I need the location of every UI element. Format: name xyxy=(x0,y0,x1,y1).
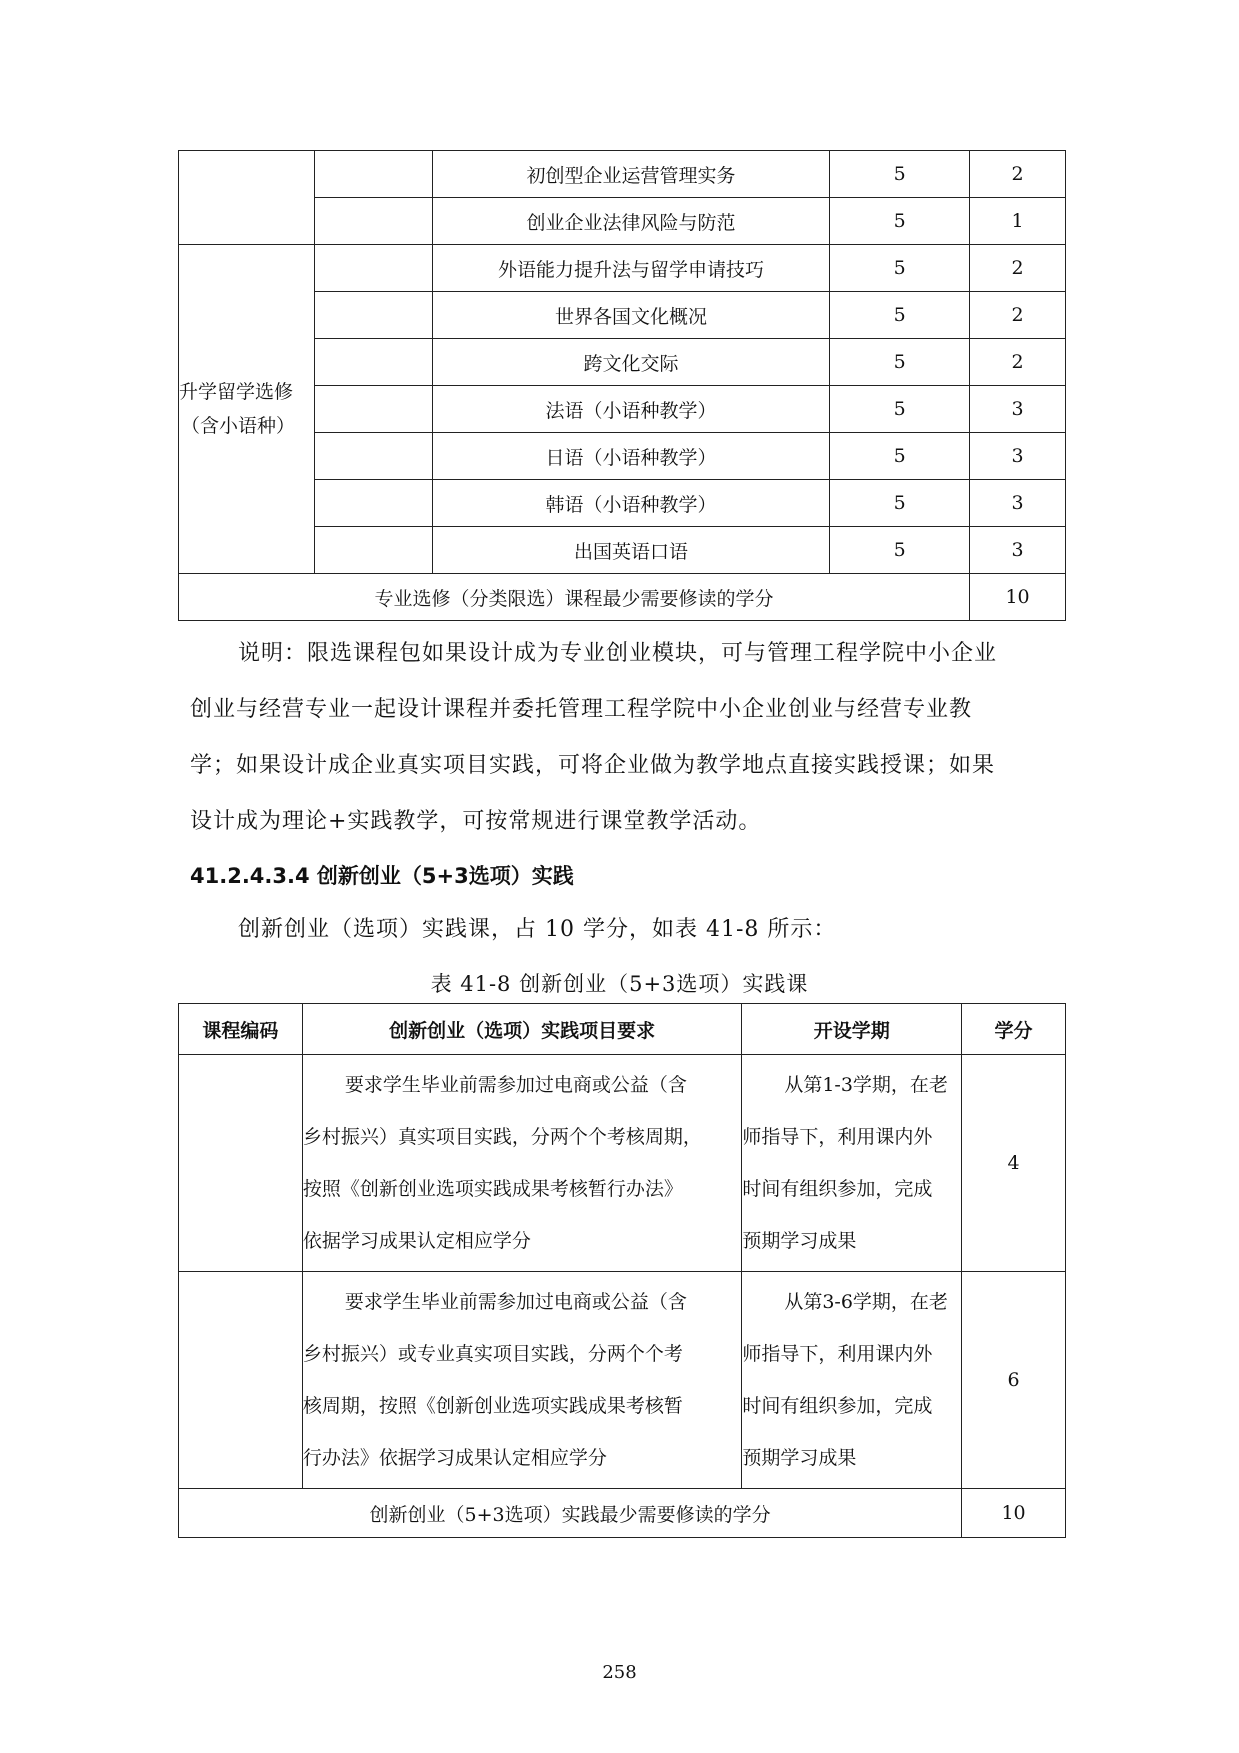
course-name-cell: 世界各国文化概况 xyxy=(432,292,830,339)
elective-course-table xyxy=(178,150,1066,621)
course-name-cell: 韩语（小语种教学） xyxy=(432,480,830,527)
credit-cell: 2 xyxy=(970,292,1066,339)
note-line: 学；如果设计成企业真实项目实践，可将企业做为教学地点直接实践授课；如果 xyxy=(190,753,996,778)
course-name-cell: 出国英语口语 xyxy=(432,527,830,574)
semester-cell: 5 xyxy=(830,527,970,574)
course-name-cell: 日语（小语种教学） xyxy=(432,433,830,480)
credit-cell: 4 xyxy=(962,1055,1066,1272)
course-name-cell: 跨文化交际 xyxy=(432,339,830,386)
header-semester: 开设学期 xyxy=(742,1004,962,1055)
total-row xyxy=(179,574,1066,621)
credit-cell: 2 xyxy=(970,339,1066,386)
course-name-cell: 外语能力提升法与留学申请技巧 xyxy=(432,245,830,292)
code-cell xyxy=(179,1055,303,1272)
table-row xyxy=(179,151,1066,198)
code-cell xyxy=(179,1272,303,1489)
semester-cell: 5 xyxy=(830,292,970,339)
code-cell xyxy=(314,480,432,527)
table-caption: 表 41-8 创新创业（5+3选项）实践课 xyxy=(430,972,809,996)
semester-cell: 5 xyxy=(830,151,970,198)
semester-cell: 5 xyxy=(830,245,970,292)
requirement-cell: 要求学生毕业前需参加过电商或公益（含 乡村振兴）真实项目实践，分两个个考核周期， 按照《创新创业选项实践成果考核暂行办法》 依据学习成果认定相应学分 xyxy=(302,1055,741,1272)
section-heading: 41.2.4.3.4 创新创业（5+3选项）实践 xyxy=(190,864,574,888)
semester-cell: 5 xyxy=(830,198,970,245)
credit-cell: 3 xyxy=(970,480,1066,527)
semester-cell: 从第3-6学期，在老 师指导下，利用课内外 时间有组织参加，完成 预期学习成果 xyxy=(742,1272,962,1489)
code-cell xyxy=(314,245,432,292)
practice-course-table xyxy=(178,1003,1066,1538)
credit-cell: 3 xyxy=(970,527,1066,574)
credit-cell: 2 xyxy=(970,245,1066,292)
note-line: 创业与经营专业一起设计课程并委托管理工程学院中小企业创业与经营专业教 xyxy=(190,697,973,722)
semester-cell: 5 xyxy=(830,480,970,527)
total-label: 专业选修（分类限选）课程最少需要修读的学分 xyxy=(179,574,970,621)
credit-cell: 6 xyxy=(962,1272,1066,1489)
credit-cell: 3 xyxy=(970,386,1066,433)
code-cell xyxy=(314,198,432,245)
code-cell xyxy=(314,292,432,339)
course-name-cell: 初创型企业运营管理实务 xyxy=(432,151,830,198)
semester-cell: 5 xyxy=(830,433,970,480)
table-row xyxy=(179,245,1066,292)
intro-text: 创新创业（选项）实践课，占 10 学分，如表 41-8 所示： xyxy=(238,917,837,942)
code-cell xyxy=(314,339,432,386)
credit-cell: 2 xyxy=(970,151,1066,198)
semester-cell: 从第1-3学期，在老 师指导下，利用课内外 时间有组织参加，完成 预期学习成果 xyxy=(742,1055,962,1272)
course-name-cell: 创业企业法律风险与防范 xyxy=(432,198,830,245)
code-cell xyxy=(314,386,432,433)
semester-cell: 5 xyxy=(830,339,970,386)
note-line: 设计成为理论+实践教学，可按常规进行课堂教学活动。 xyxy=(190,809,762,834)
table-row xyxy=(179,1272,1066,1489)
header-code: 课程编码 xyxy=(179,1004,303,1055)
code-cell xyxy=(314,527,432,574)
total-label: 创新创业（5+3选项）实践最少需要修读的学分 xyxy=(179,1489,962,1538)
table-row xyxy=(179,1055,1066,1272)
requirement-cell: 要求学生毕业前需参加过电商或公益（含 乡村振兴）或专业真实项目实践，分两个个考 核周期，按照《创新创业选项实践成果考核暂 行办法》依据学习成果认定相应学分 xyxy=(302,1272,741,1489)
credit-cell: 3 xyxy=(970,433,1066,480)
page-number: 258 xyxy=(602,1662,637,1683)
note-paragraph xyxy=(190,626,1070,850)
total-row xyxy=(179,1489,1066,1538)
group-label-line2: （含小语种） xyxy=(181,415,296,437)
total-value: 10 xyxy=(962,1489,1066,1538)
table-header-row xyxy=(179,1004,1066,1055)
header-credit: 学分 xyxy=(962,1004,1066,1055)
semester-cell: 5 xyxy=(830,386,970,433)
group-label-line1: 升学留学选修 xyxy=(179,380,294,403)
category-cell xyxy=(179,245,315,574)
credit-cell: 1 xyxy=(970,198,1066,245)
code-cell xyxy=(314,433,432,480)
code-cell xyxy=(314,151,432,198)
header-requirement: 创新创业（选项）实践项目要求 xyxy=(302,1004,741,1055)
category-cell xyxy=(179,151,315,245)
note-line: 说明：限选课程包如果设计成为专业创业模块，可与管理工程学院中小企业 xyxy=(238,641,998,666)
course-name-cell: 法语（小语种教学） xyxy=(432,386,830,433)
total-value: 10 xyxy=(970,574,1066,621)
